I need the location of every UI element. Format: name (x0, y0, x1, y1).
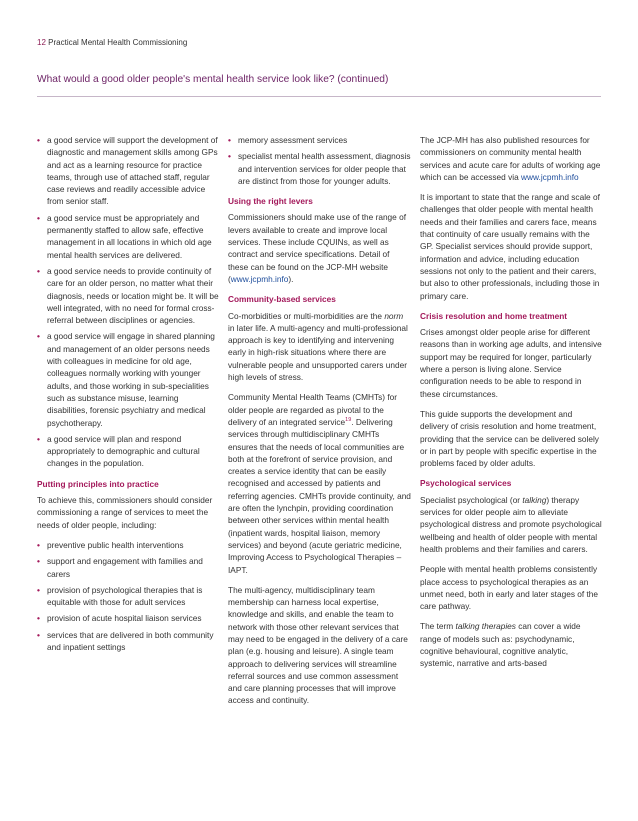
heading-community-services: Community-based services (228, 294, 336, 305)
heading-crisis-resolution: Crisis resolution and home treatment (420, 310, 568, 321)
crisis-paragraph: Crises amongst older people arise for different reasons than in working age adults, and intensive support may be required for longer, particularly where a person is living alone. Service configuration needs to be able to respond in these circumstances. (420, 327, 602, 399)
jcpmh-link[interactable]: www.jcpmh.info (521, 171, 579, 182)
levers-text-end: ). (288, 273, 294, 284)
emphasis-norm: norm (384, 310, 404, 321)
list-item: • a good service will engage in shared planning and management of an older persons needs with colleagues in medicine for old age, colleagues normally working with younger adults, and those working in sub-specialities such as substance misuse, learning disabilities, forensic psychiatry and medical psychotherapy. (37, 330, 219, 428)
psych-paragraph (420, 494, 603, 555)
emphasis-talking: talking (522, 494, 547, 505)
list-item: • provision of psychological therapies that is equitable with those for adult services (37, 584, 219, 609)
section-divider (37, 96, 601, 97)
psych-text-end: ) therapy services for older people aim to alleviate psychological distress and promote psychological wellbeing and health of older people with mental health problems and their families and carers. (420, 494, 602, 554)
services-list (37, 539, 219, 653)
heading-putting-principles: Putting principles into practice (37, 478, 159, 489)
cmht-paragraph (228, 391, 411, 575)
list-item: • support and engagement with families and carers (37, 555, 219, 580)
list-item: • a good service needs to provide continuity of care for an older person, no matter what their diagnosis, needs or location might be. It will be well integrated, with no need for formal cross-referral between disciplines or agencies. (37, 265, 219, 326)
list-item: • a good service must be appropriately and permanently staffed to allow safe, effective management in all locations in which old age mental health services are delivered. (37, 212, 219, 261)
intro-paragraph: To achieve this, commissioners should consider commissioning a range of services to meet the needs of older people, including: (37, 495, 213, 530)
heading-using-levers: Using the right levers (228, 196, 313, 207)
list-item: • provision of acute hospital liaison services (37, 612, 219, 624)
column-1 (37, 134, 219, 661)
emphasis-talking-therapies: talking therapies (455, 621, 516, 632)
community-paragraph (228, 310, 411, 384)
cmht-text-end: . Delivering services through multidisciplinary CMHTs ensures that the needs of local communities are both at the forefront of service provision, and creates a service identity that can be easily recognised and accessed by patients and referring agencies. CMHTs provide continuity, and are often the lynchpin, providing coordination between other services within mental health (inpatient wards, hospital liaison, memory services) and beyond (acute geriatric medicine, Improving Access to Psychological Therapies – IAPT. (228, 416, 411, 575)
term-text-end: can cover a wide range of models such as: psychodynamic, cognitive behavioural, cognitive analytic, systemic, narrative and arts-based (420, 621, 581, 669)
team-paragraph: The multi-agency, multidisciplinary team membership can harness local expertise, knowledge and skills, and enable the team to network with those other relevant services that may need to be engaged in the delivery of a care plan (e.g. housing and leisure). A single team approach to delivering services will streamline referral sources and use common assessment and care planning processes that will improve access and continuity. (228, 584, 408, 706)
resources-paragraph (420, 134, 603, 183)
services-list-continued (228, 134, 411, 187)
list-item: • preventive public health interventions (37, 539, 219, 551)
access-paragraph: People with mental health problems consistently place access to psychological therapies as an unmet need, both in early and later stages of the care pathway. (420, 564, 599, 612)
psych-text: Specialist psychological (or (420, 494, 523, 505)
column-3 (420, 134, 603, 678)
heading-psychological-services: Psychological services (420, 478, 512, 489)
term-paragraph (420, 620, 603, 669)
term-text: The term (420, 621, 456, 632)
running-title: Practical Mental Health Commissioning (48, 38, 188, 47)
column-2 (228, 134, 411, 715)
community-text: Co-morbidities or multi-morbidities are the (228, 310, 385, 321)
list-item: • services that are delivered in both community and inpatient settings (37, 629, 219, 654)
section-title: What would a good older people's mental health service look like? (continued) (37, 74, 389, 85)
footnote-reference: 19 (345, 417, 352, 424)
guide-paragraph: This guide supports the development and delivery of crisis resolution and home treatment, providing that the service can be delivered solely or in part by people with specific expertise in the problems faced by older adults. (420, 408, 599, 469)
community-text-end: in later life. A multi-agency and multi-professional approach is key to identifying and intervening early in high-risk situations where there are vulnerable people and unsupported carers under high levels of stress. (228, 322, 408, 383)
list-item: • a good service will plan and respond appropriately to demographic and cultural changes in the population. (37, 433, 219, 470)
page-number: 12 (37, 38, 46, 47)
levers-text: Commissioners should make use of the range of levers available to create and improve local services. These include CQUINs, as well as contract and service specifications. Detail of these can be found on the JCP-MH website ( (228, 212, 407, 284)
cmht-text: Community Mental Health Teams (CMHTs) for older people are regarded as pivotal to the delivery of an integrated service (228, 392, 398, 427)
list-item: • memory assessment services (228, 134, 411, 146)
levers-paragraph (228, 211, 411, 285)
resources-text: The JCP-MH has also published resources for commissioners on community mental health services and acute care for adults of working age which can be accessed via (420, 135, 601, 182)
list-item: • specialist mental health assessment, diagnosis and intervention services for older people that are distinct from those for younger adults. (228, 150, 411, 187)
principles-list (37, 134, 219, 470)
jcpmh-link[interactable]: www.jcpmh.info (230, 273, 289, 284)
running-header (37, 38, 187, 47)
list-item: • a good service will support the development of diagnostic and management skills among GPs and act as a learning resource for practice teams, through use of attached staff, regular case reviews and readily accessible advice from senior staff. (37, 134, 219, 208)
range-paragraph: It is important to state that the range and scale of challenges that older people with mental health needs and their families and carers face, means that continuity of care usually remains with the GP. Specialist services should provide support, information and advice, including education sessions not only to the patient and their carers, but also to other professionals, including those in primary care. (420, 192, 600, 301)
